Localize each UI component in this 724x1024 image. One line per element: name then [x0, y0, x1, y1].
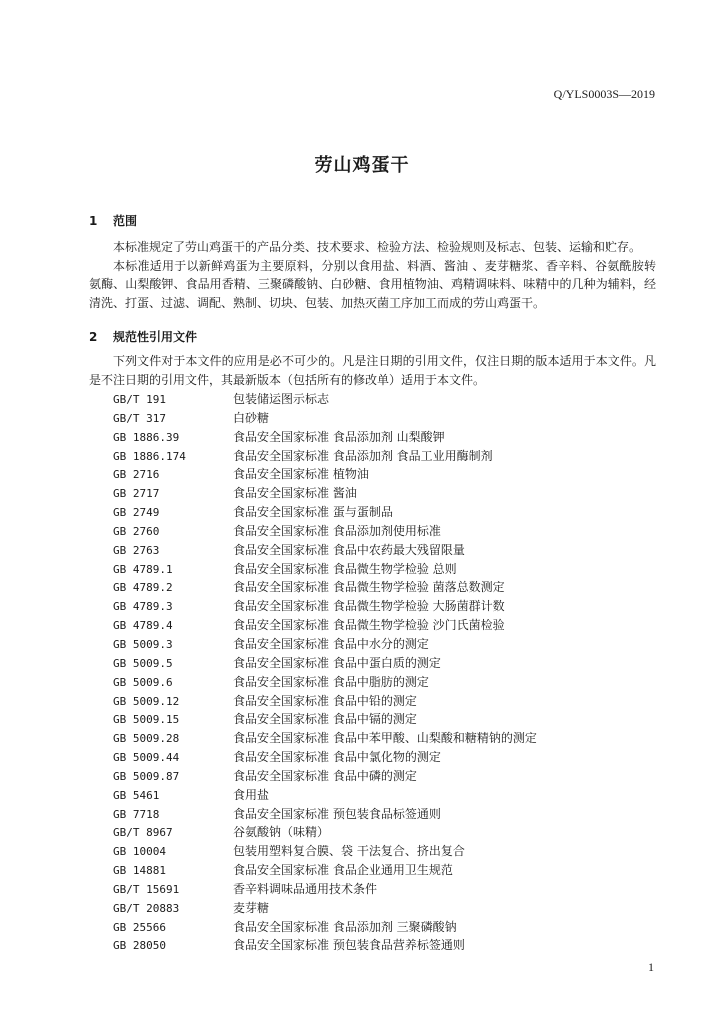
reference-title: 麦芽糖 — [233, 900, 270, 915]
reference-item — [113, 823, 537, 842]
reference-title: 食品安全国家标准 食品中氯化物的测定 — [233, 750, 441, 765]
reference-item — [113, 692, 537, 711]
section-heading-scope — [89, 212, 137, 229]
reference-code: GB/T 8967 — [113, 826, 173, 840]
reference-title: 食品安全国家标准 食品微生物学检验 大肠菌群计数 — [233, 599, 505, 614]
reference-code: GB 2760 — [113, 524, 160, 538]
section-number: 2 — [89, 330, 98, 344]
reference-title: 食品安全国家标准 食品中蛋白质的测定 — [233, 655, 441, 670]
reference-code: GB 1886.39 — [113, 430, 180, 444]
reference-item — [113, 503, 537, 522]
reference-list — [113, 390, 537, 955]
reference-code: GB 5009.44 — [113, 751, 180, 765]
reference-item — [113, 465, 537, 484]
reference-code: GB 5009.87 — [113, 769, 180, 783]
reference-title: 食品安全国家标准 食品添加剂使用标准 — [233, 523, 441, 538]
reference-title: 食品安全国家标准 食品微生物学检验 沙门氏菌检验 — [233, 618, 505, 633]
reference-code: GB 25566 — [113, 920, 166, 934]
reference-title: 食品安全国家标准 食品微生物学检验 菌落总数测定 — [233, 580, 505, 595]
reference-title: 食用盐 — [233, 787, 270, 802]
reference-code: GB 2749 — [113, 506, 160, 520]
reference-code: GB 5009.15 — [113, 713, 180, 727]
reference-item — [113, 899, 537, 918]
reference-code: GB 4789.4 — [113, 619, 173, 633]
reference-title: 白砂糖 — [233, 410, 270, 425]
reference-title: 食品安全国家标准 食品中脂肪的测定 — [233, 674, 429, 689]
reference-title: 香辛料调味品通用技术条件 — [233, 881, 378, 896]
reference-item — [113, 918, 537, 937]
reference-title: 食品安全国家标准 植物油 — [233, 467, 369, 482]
reference-code: GB 2763 — [113, 543, 160, 557]
reference-item — [113, 880, 537, 899]
reference-code: GB 2716 — [113, 468, 160, 482]
reference-code: GB 14881 — [113, 864, 166, 878]
reference-title: 食品安全国家标准 蛋与蛋制品 — [233, 505, 393, 520]
page-number: 1 — [648, 960, 654, 974]
reference-item — [113, 390, 537, 409]
reference-code: GB 5009.3 — [113, 637, 173, 651]
reference-code: GB 2717 — [113, 487, 160, 501]
scope-text — [89, 238, 656, 312]
reference-code: GB 5461 — [113, 788, 160, 802]
references-intro-paragraph: 下列文件对于本文件的应用是必不可少的。凡是注日期的引用文件，仅注日期的版本适用于本文件。凡是不注日期的引用文件，其最新版本（包括所有的修改单）适用于本文件。 — [89, 354, 656, 387]
standard-code: Q/YLS0003S—2019 — [553, 87, 655, 101]
reference-item — [113, 578, 537, 597]
reference-title: 食品安全国家标准 预包装食品标签通则 — [233, 806, 441, 821]
reference-item — [113, 560, 537, 579]
reference-title: 食品安全国家标准 食品企业通用卫生规范 — [233, 863, 453, 878]
reference-item — [113, 635, 537, 654]
reference-title: 包装用塑料复合膜、袋 干法复合、挤出复合 — [233, 844, 465, 859]
reference-item — [113, 710, 537, 729]
reference-code: GB 1886.174 — [113, 449, 186, 463]
reference-item — [113, 522, 537, 541]
reference-code: GB 28050 — [113, 939, 166, 953]
reference-item — [113, 484, 537, 503]
reference-item — [113, 541, 537, 560]
reference-item — [113, 936, 537, 955]
reference-title: 食品安全国家标准 食品中水分的测定 — [233, 636, 429, 651]
reference-title: 食品安全国家标准 食品中镉的测定 — [233, 712, 417, 727]
section-title: 规范性引用文件 — [113, 330, 198, 344]
references-intro — [89, 352, 656, 389]
reference-item — [113, 767, 537, 786]
reference-title: 食品安全国家标准 酱油 — [233, 486, 357, 501]
reference-code: GB 5009.12 — [113, 694, 180, 708]
reference-item — [113, 616, 537, 635]
reference-item — [113, 729, 537, 748]
scope-paragraph-1: 本标准规定了劳山鸡蛋干的产品分类、技术要求、检验方法、检验规则及标志、包装、运输和贮存。 — [113, 240, 642, 254]
section-title: 范围 — [113, 214, 138, 228]
reference-code: GB/T 317 — [113, 411, 166, 425]
reference-code: GB 4789.1 — [113, 562, 173, 576]
reference-title: 食品安全国家标准 食品中农药最大残留限量 — [233, 542, 465, 557]
reference-item — [113, 654, 537, 673]
reference-item — [113, 842, 537, 861]
reference-title: 食品安全国家标准 食品添加剂 三聚磷酸钠 — [233, 919, 457, 934]
reference-code: GB 5009.6 — [113, 675, 173, 689]
reference-code: GB 5009.5 — [113, 656, 173, 670]
reference-title: 食品安全国家标准 食品添加剂 食品工业用酶制剂 — [233, 448, 493, 463]
reference-code: GB 5009.28 — [113, 732, 180, 746]
reference-code: GB/T 191 — [113, 393, 166, 406]
reference-code: GB 7718 — [113, 807, 160, 821]
reference-title: 包装储运图示标志 — [233, 392, 330, 406]
document-title: 劳山鸡蛋干 — [314, 155, 410, 176]
reference-item — [113, 428, 537, 447]
reference-code: GB 4789.2 — [113, 581, 173, 595]
reference-item — [113, 805, 537, 824]
reference-item — [113, 786, 537, 805]
reference-item — [113, 409, 537, 428]
reference-title: 食品安全国家标准 食品中铅的测定 — [233, 693, 417, 708]
reference-code: GB/T 20883 — [113, 901, 180, 915]
scope-paragraph-2: 本标准适用于以新鲜鸡蛋为主要原料，分别以食用盐、料酒、酱油 、麦芽糖浆、香辛料、谷氨酰胺转氨酶、山梨酸钾、食品用香精、三聚磷酸钠、白砂糖、食用植物油、鸡精调味料、味精中的几种为辅料，经清洗、打蛋、过滤、调配、熟制、切块、包装、加热灭菌工序加工而成的劳山鸡蛋干。 — [89, 258, 656, 310]
section-heading-normative-references — [89, 328, 197, 345]
reference-title: 谷氨酸钠（味精） — [233, 825, 330, 840]
reference-code: GB 4789.3 — [113, 600, 173, 614]
reference-item — [113, 861, 537, 880]
section-number: 1 — [89, 214, 98, 228]
reference-item — [113, 447, 537, 466]
reference-title: 食品安全国家标准 食品微生物学检验 总则 — [233, 561, 457, 576]
reference-code: GB/T 15691 — [113, 882, 180, 896]
reference-title: 食品安全国家标准 食品中磷的测定 — [233, 768, 417, 783]
reference-title: 食品安全国家标准 食品添加剂 山梨酸钾 — [233, 429, 445, 444]
reference-item — [113, 673, 537, 692]
reference-title: 食品安全国家标准 食品中苯甲酸、山梨酸和糖精钠的测定 — [233, 731, 537, 746]
reference-item — [113, 597, 537, 616]
reference-title: 食品安全国家标准 预包装食品营养标签通则 — [233, 938, 465, 953]
reference-code: GB 10004 — [113, 845, 166, 859]
reference-item — [113, 748, 537, 767]
